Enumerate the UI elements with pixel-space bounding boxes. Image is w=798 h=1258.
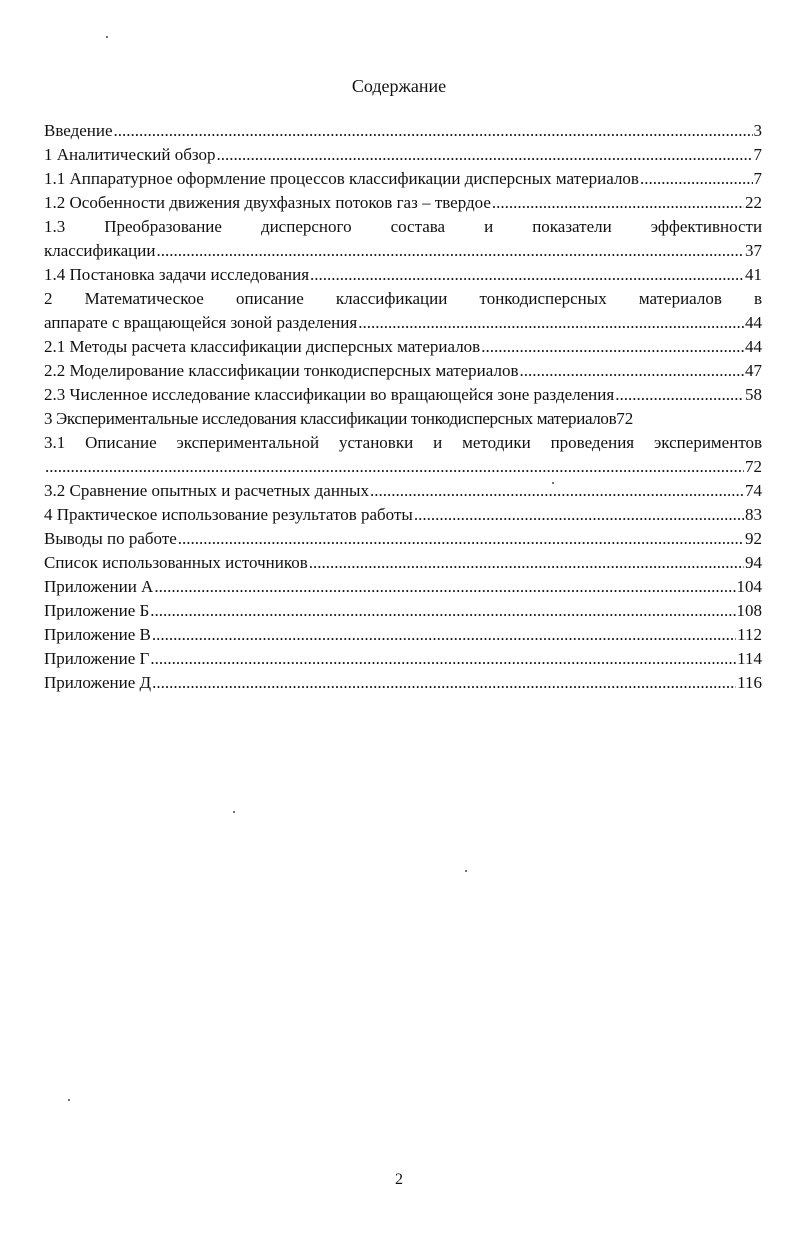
- toc-entry-section-2-1[interactable]: [44, 335, 762, 359]
- leader-dots: [152, 671, 736, 695]
- scan-speck: [68, 1099, 70, 1101]
- toc-entry-page: 74: [745, 481, 762, 500]
- leader-dots: [156, 239, 744, 263]
- toc-entry-title: 3.2 Сравнение опытных и расчетных данных: [44, 481, 369, 500]
- leader-dots: [216, 143, 752, 167]
- toc-entry-page: 72: [616, 409, 634, 428]
- toc-entry-title-line-1: 3.1 Описание экспериментальной установки и методики проведения экспериментов: [44, 433, 762, 452]
- scan-speck: [552, 482, 554, 484]
- toc-entry-title: Список использованных источников: [44, 553, 308, 572]
- toc-entry-section-2-3[interactable]: [44, 383, 762, 407]
- toc-entry-appendix-a[interactable]: [44, 575, 762, 599]
- leader-dots: [45, 455, 744, 479]
- toc-entry-conclusions[interactable]: [44, 527, 762, 551]
- toc-entry-page: 3: [753, 121, 762, 140]
- toc-entry-title: Приложение В: [44, 625, 151, 644]
- toc-entry-section-3[interactable]: [44, 407, 762, 431]
- leader-dots: [481, 335, 744, 359]
- toc-entry-appendix-g[interactable]: [44, 647, 762, 671]
- toc-entry-section-2-2[interactable]: [44, 359, 762, 383]
- leader-dots: [114, 119, 753, 143]
- leader-dots: [150, 599, 735, 623]
- toc-entry-page: 22: [745, 193, 762, 212]
- toc-entry-title-line-1: 2 Математическое описание классификации тонкодисперсных материалов в: [44, 289, 762, 308]
- toc-entry-page: 83: [745, 505, 762, 524]
- leader-dots: [358, 311, 744, 335]
- page-number: 2: [395, 1171, 403, 1188]
- leader-dots: [309, 551, 744, 575]
- toc-entry-page: 94: [745, 553, 762, 572]
- toc-entry-page: 92: [745, 529, 762, 548]
- toc-entry-section-1-2[interactable]: [44, 191, 762, 215]
- toc-entry-section-1[interactable]: [44, 143, 762, 167]
- toc-entry-section-2[interactable]: [44, 287, 762, 335]
- toc-entry-section-1-1[interactable]: [44, 167, 762, 191]
- toc-entry-intro[interactable]: [44, 119, 762, 143]
- toc-entry-title-line-2: [44, 311, 762, 335]
- toc-entry-title: 1.1 Аппаратурное оформление процессов классификации дисперсных материалов: [44, 169, 639, 188]
- leader-dots: [640, 167, 753, 191]
- leader-dots: [154, 575, 735, 599]
- leader-dots: [310, 263, 744, 287]
- toc-entry-title: Приложение Г: [44, 649, 150, 668]
- toc-entry-appendix-d[interactable]: [44, 671, 762, 695]
- toc-entry-page: 7: [753, 169, 762, 188]
- toc-entry-title: Приложение Б: [44, 601, 150, 620]
- leader-dots: [519, 359, 744, 383]
- toc-entry-page: 108: [736, 601, 762, 620]
- toc-entry-title: классификации: [44, 241, 156, 260]
- toc-entry-page: 116: [737, 673, 762, 692]
- toc-entry-title-line-2: [44, 239, 762, 263]
- scan-speck: [233, 811, 235, 813]
- toc-entry-title: 2.1 Методы расчета классификации дисперсных материалов: [44, 337, 481, 356]
- toc-entry-page: 41: [745, 265, 762, 284]
- leader-dots: [492, 191, 744, 215]
- toc-entry-title: Приложение Д: [44, 673, 152, 692]
- toc-entry-title: 3 Экспериментальные исследования классификации тонкодисперсных материалов: [44, 409, 617, 428]
- toc-entry-section-1-4[interactable]: [44, 263, 762, 287]
- leader-dots: [178, 527, 744, 551]
- toc-entry-section-1-3[interactable]: [44, 215, 762, 263]
- toc-entry-section-3-1[interactable]: [44, 431, 762, 479]
- toc-entry-title-line-1: 1.3 Преобразование дисперсного состава и показатели эффективности: [44, 217, 762, 236]
- toc-entry-title: 4 Практическое использование результатов работы: [44, 505, 413, 524]
- toc-entry-appendix-v[interactable]: [44, 623, 762, 647]
- toc-entry-page: 58: [745, 385, 762, 404]
- toc-entry-page: 72: [745, 457, 762, 476]
- toc-entry-title: Введение: [44, 121, 113, 140]
- toc-entry-title: 2.3 Численное исследование классификации во вращающейся зоне разделения: [44, 385, 615, 404]
- toc-entry-page: 112: [737, 625, 762, 644]
- toc-entry-title: 2.2 Моделирование классификации тонкодисперсных материалов: [44, 361, 519, 380]
- toc-entry-section-3-2[interactable]: [44, 479, 762, 503]
- scan-speck: [106, 36, 108, 38]
- toc-entry-page: 47: [745, 361, 762, 380]
- toc-entry-page: 114: [737, 649, 762, 668]
- scan-speck: [465, 870, 467, 872]
- leader-dots: [615, 383, 744, 407]
- toc-entry-references[interactable]: [44, 551, 762, 575]
- toc-entry-title: Выводы по работе: [44, 529, 177, 548]
- toc-entry-title: 1.2 Особенности движения двухфазных потоков газ – твердое: [44, 193, 491, 212]
- toc-entry-title-line-2: [44, 455, 762, 479]
- toc-entry-page: 37: [745, 241, 762, 260]
- toc-entry-appendix-b[interactable]: [44, 599, 762, 623]
- leader-dots: [152, 623, 736, 647]
- toc-entry-title: 1.4 Постановка задачи исследования: [44, 265, 310, 284]
- toc-entry-page: 44: [745, 313, 762, 332]
- page-title: Содержание: [351, 76, 447, 96]
- toc-entry-section-4[interactable]: [44, 503, 762, 527]
- toc-entry-title: Приложении А: [44, 577, 154, 596]
- toc-entry-title: аппарате с вращающейся зоной разделения: [44, 313, 358, 332]
- table-of-contents: [44, 119, 762, 695]
- toc-entry-page: 44: [745, 337, 762, 356]
- leader-dots: [414, 503, 744, 527]
- toc-entry-title: 1 Аналитический обзор: [44, 145, 216, 164]
- toc-entry-page: 7: [753, 145, 762, 164]
- leader-dots: [370, 479, 744, 503]
- toc-entry-page: 104: [736, 577, 762, 596]
- leader-dots: [150, 647, 736, 671]
